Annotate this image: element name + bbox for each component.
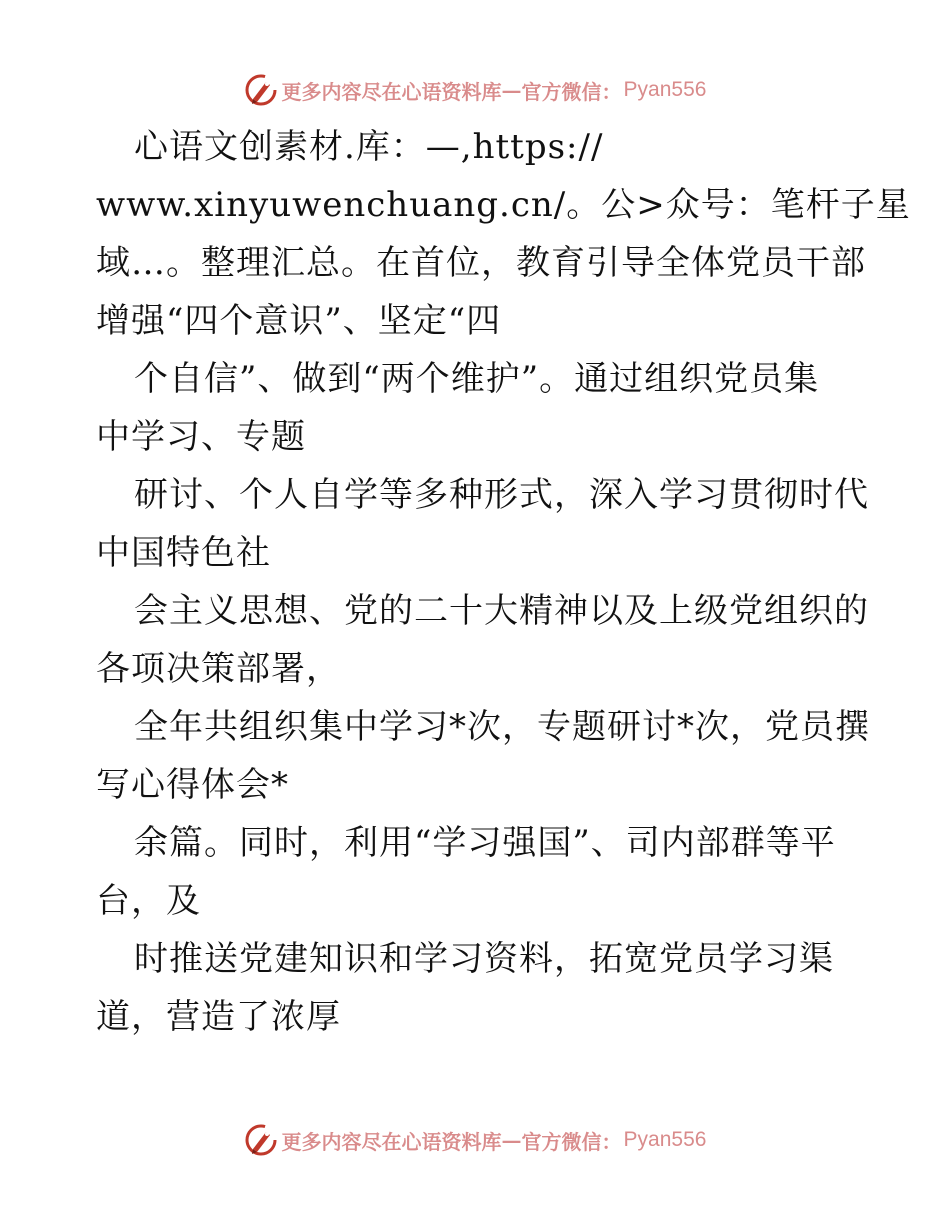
text-line: 道，营造了浓厚 <box>96 997 341 1037</box>
pen-logo-icon <box>244 1123 278 1157</box>
pen-logo-icon <box>244 73 278 107</box>
text-line: 研讨、个人自学等多种形式，深入学习贯彻时代 <box>134 475 869 515</box>
text-line: www.xinyuwenchuang.cn/。公>众号：笔杆子星 <box>96 185 911 225</box>
text-line: 全年共组织集中学习*次，专题研讨*次，党员撰 <box>134 707 870 747</box>
banner-slogan: 更多内容尽在心语资料库 <box>281 1129 502 1154</box>
banner-label: 官方微信： <box>521 79 622 104</box>
banner-label: 官方微信： <box>521 1129 622 1154</box>
text-line: 中学习、专题 <box>96 417 306 457</box>
document-body <box>96 118 911 1046</box>
footer-banner <box>0 1120 950 1160</box>
text-line: 各项决策部署， <box>96 649 341 689</box>
text-line: 余篇。同时，利用“学习强国”、司内部群等平 <box>134 823 836 863</box>
text-line: 时推送党建知识和学习资料，拓宽党员学习渠 <box>134 939 834 979</box>
banner-slogan: 更多内容尽在心语资料库 <box>281 79 502 104</box>
text-line: 写心得体会* <box>96 765 289 805</box>
text-line: 个自信”、做到“两个维护”。通过组织党员集 <box>134 359 820 399</box>
text-line: 中国特色社 <box>96 533 271 573</box>
text-line: 心语文创素材.库：—,https:// <box>134 127 604 167</box>
banner-dash: — <box>501 78 522 102</box>
text-line: 会主义思想、党的二十大精神以及上级党组织的 <box>134 591 869 631</box>
banner-handle: Pyan556 <box>623 78 707 101</box>
text-line: 台，及 <box>96 881 201 921</box>
text-line: 域…。整理汇总。在首位，教育引导全体党员干部 <box>96 243 866 283</box>
header-banner <box>0 70 950 110</box>
banner-dash: — <box>501 1128 522 1152</box>
text-line: 增强“四个意识”、坚定“四 <box>96 301 502 341</box>
banner-handle: Pyan556 <box>623 1128 707 1151</box>
